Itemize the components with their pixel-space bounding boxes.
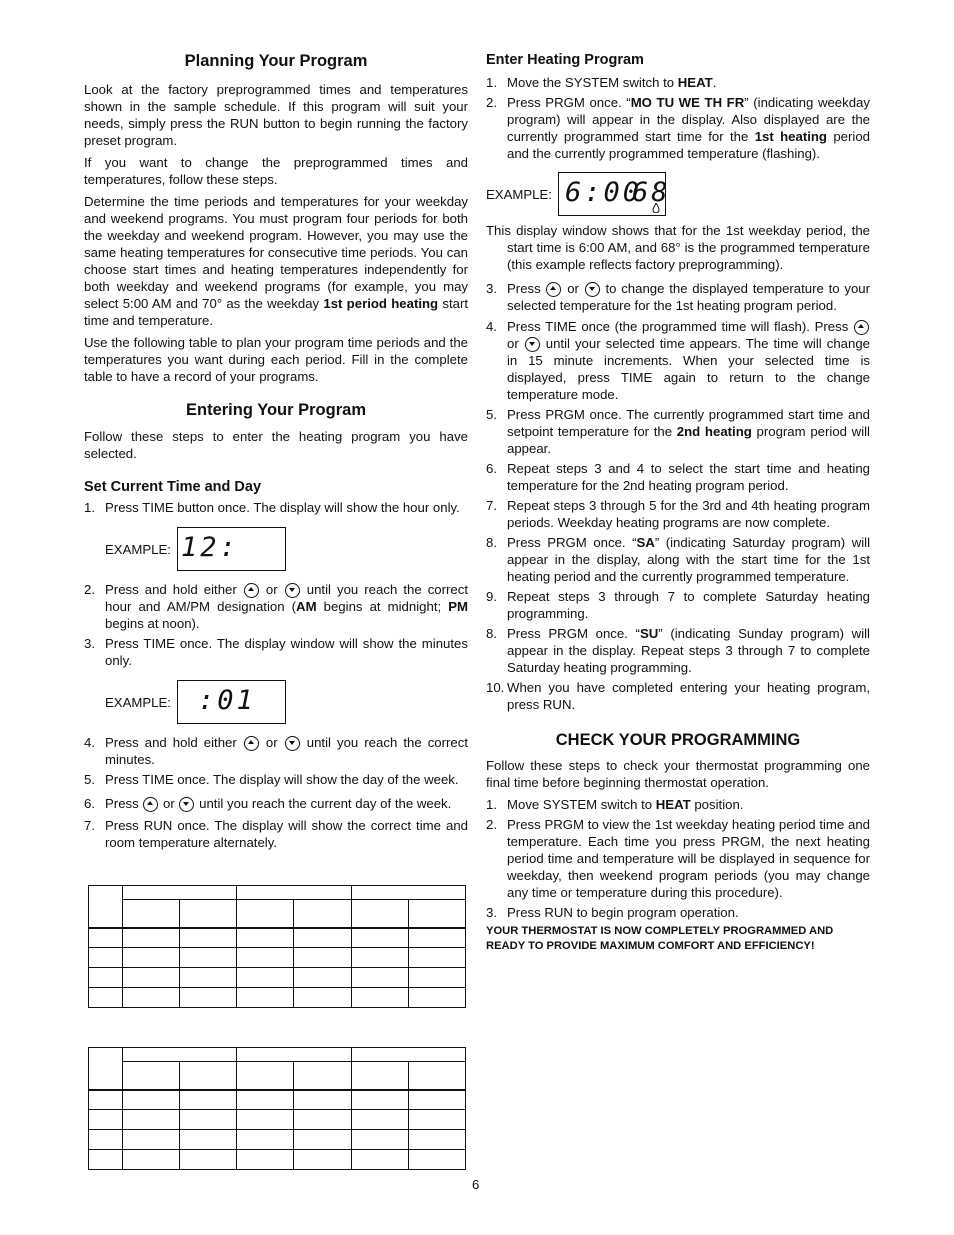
down-arrow-icon (285, 736, 300, 751)
lcd-display-minutes: :01 (177, 680, 286, 724)
list-item: 8. Press PRGM once. “SU” (indicating Sunday program) will appear in the display. Repeat steps 3 through 7 to complete Saturday heating programming. (486, 626, 870, 675)
list-item: 6. Repeat steps 3 and 4 to select the start time and heating temperature for the 2nd heating program period. (486, 461, 870, 493)
list-item: 1. Press TIME button once. The display will show the hour only. (84, 500, 460, 515)
check-paragraph: Follow these steps to check your thermostat programming one final time before beginning thermostat operation. (486, 758, 870, 790)
list-item: 5. Press TIME once. The display will show the day of the week. (84, 772, 459, 787)
list-item: 3. Press RUN to begin program operation. (486, 905, 739, 920)
right-column (486, 52, 870, 954)
list-item: 7. Press RUN once. The display will show the correct time and room temperature alternately. (84, 818, 468, 850)
list-item: 5. Press PRGM once. The currently programmed start time and setpoint temperature for the 2nd heating program period will appear. (486, 407, 870, 456)
heating-title: Enter Heating Program (486, 52, 644, 68)
list-item: 2. Press and hold either or until you reach the correct hour and AM/PM designation (AM begins at midnight; PM begins at noon). (84, 582, 469, 631)
final-note: YOUR THERMOSTAT IS NOW COMPLETELY PROGRAMMED AND READY TO PROVIDE MAXIMUM COMFORT AND EFFICIENCY! (486, 925, 834, 952)
left-column (84, 52, 468, 851)
list-item: 1. Move the SYSTEM switch to HEAT. (486, 75, 717, 90)
list-item: 3. Press TIME once. The display window will show the minutes only. (84, 636, 468, 668)
planning-paragraph-2: If you want to change the preprogrammed times and temperatures, follow these steps. (84, 155, 468, 187)
up-arrow-icon (546, 282, 561, 297)
up-arrow-icon (244, 583, 259, 598)
list-item: 9. Repeat steps 3 through 7 to complete Saturday heating programming. (486, 589, 870, 621)
entering-title: Entering Your Program (185, 401, 366, 419)
list-item: 6. Press or until you reach the current day of the week. (84, 796, 452, 811)
set-time-title: Set Current Time and Day (84, 479, 262, 495)
flame-icon (652, 203, 660, 213)
up-arrow-icon (244, 736, 259, 751)
page-number: 6 (472, 1177, 480, 1192)
list-item: 3. Press or to change the displayed temperature to your selected temperature for the 1st heating program period. (486, 281, 870, 313)
list-item: 8. Press PRGM once. “SA” (indicating Saturday program) will appear in the display, along with the start time for the 1st heating period and the currently programmed temperature. (486, 535, 871, 584)
list-item: 10. When you have completed entering your heating program, press RUN. (486, 680, 870, 712)
down-arrow-icon (179, 797, 194, 812)
lcd-display-time-temp: 6:00 68 (558, 172, 666, 216)
weekday-schedule-table (88, 885, 466, 1008)
list-item: 2. Press PRGM once. “MO TU WE TH FR” (indicating weekday program) will appear in the display. Also displayed are the currently programmed start time for the 1st heating period and the currently programmed temperature (flashing). (486, 95, 870, 161)
down-arrow-icon (525, 337, 540, 352)
planning-paragraph-4: Use the following table to plan your program time periods and the temperatures you want during each period. Fill in the complete table to have a record of your programs. (84, 335, 468, 384)
planning-paragraph-3: Determine the time periods and temperatures for your weekday and weekend programs. You must program four periods for both the weekday and weekend program. However, you may use the same heating temperatures for consecutive time periods. You can choose start times and heating temperatures independently for both weekday and weekend programs (for example, you may select 5:00 AM and 70° as the weekday 1st period heating start time and temperature. (84, 194, 469, 328)
example-minutes: EXAMPLE: :01 (105, 680, 468, 724)
down-arrow-icon (585, 282, 600, 297)
planning-paragraph-1: Look at the factory preprogrammed times and temperatures shown in the sample schedule. If this program will suit your needs, simply press the RUN button to begin running the factory preset program. (84, 82, 468, 148)
list-item: 4. Press TIME once (the programmed time will flash). Press or until your selected time appears. The time will change in 15 minute increments. When your selected time is displayed, press TIME again to return to the change temperature mode. (486, 319, 870, 402)
example-hour: EXAMPLE: 12: (105, 527, 468, 571)
example-time-temp: EXAMPLE: 6:00 68 (486, 172, 870, 216)
entering-paragraph: Follow these steps to enter the heating program you have selected. (84, 429, 468, 461)
down-arrow-icon (285, 583, 300, 598)
up-arrow-icon (143, 797, 158, 812)
list-item: 7. Repeat steps 3 through 5 for the 3rd and 4th heating program periods. Weekday heating programs are now complete. (486, 498, 870, 530)
set-time-steps (84, 499, 468, 516)
planning-title: Planning Your Program (184, 52, 368, 70)
weekend-schedule-table (88, 1047, 466, 1170)
up-arrow-icon (854, 320, 869, 335)
check-title: CHECK YOUR PROGRAMMING (555, 731, 801, 749)
list-item: 4. Press and hold either or until you reach the correct minutes. (84, 735, 469, 767)
list-item: 2. Press PRGM to view the 1st weekday heating period time and temperature. Each time you press PRGM, the next heating period time and temperature will be displayed in sequence for weekday, then weekend program periods (you may change any time or temperature during this procedure). (486, 817, 870, 900)
display-note: This display window shows that for the 1st weekday period, the start time is 6:00 AM, and 68° is the programmed temperature (this example reflects factory preprogramming). (486, 223, 870, 272)
lcd-display-hour: 12: (177, 527, 286, 571)
list-item: 1. Move SYSTEM switch to HEAT position. (486, 797, 744, 812)
